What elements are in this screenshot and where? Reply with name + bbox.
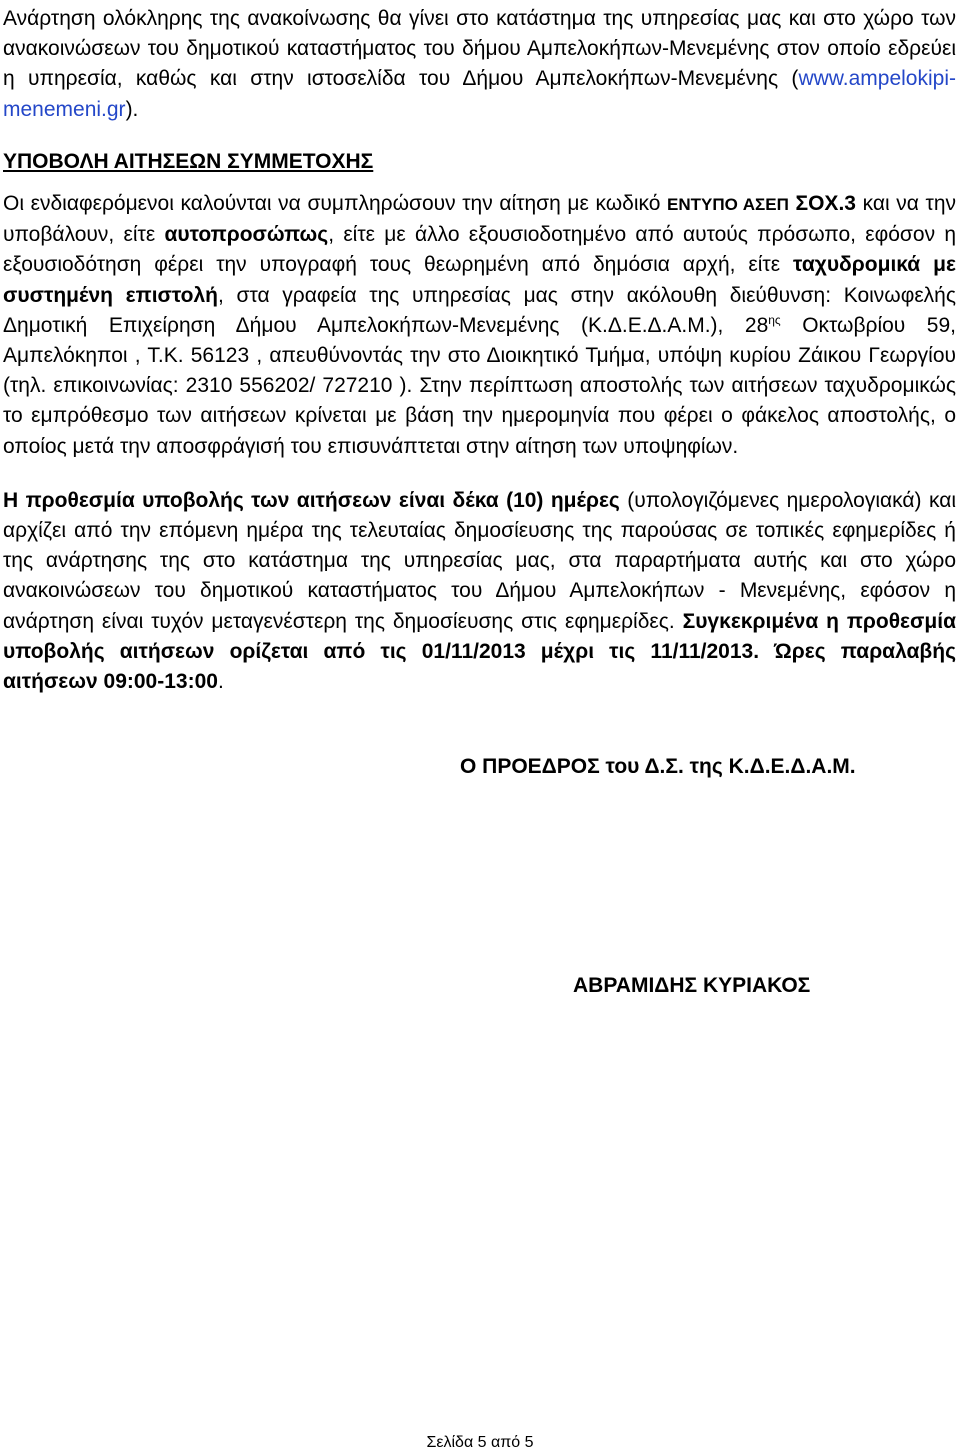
intro-text: Ανάρτηση ολόκληρης της ανακοίνωσης θα γίνει στο κατάστημα της υπηρεσίας μας και στο χώρο των ανακοινώσεων του δημοτικού καταστήματος του δήμου Αμπελοκήπων-Μενεμένης στον οποίο εδρεύει η υπηρεσία, καθώς και στην ιστοσελίδα του Δήμου Αμπελοκήπων-Μενεμένης (: [3, 7, 956, 91]
document-page: [3, 0, 956, 697]
intro-paragraph: [3, 4, 956, 125]
signer-name: ΑΒΡΑΜΙΔΗΣ ΚΥΡΙΑΚΟΣ: [573, 974, 811, 997]
in-person-emphasis: αυτοπροσώπως: [164, 223, 329, 247]
form-code: ΕΝΤΥΠΟ ΑΣΕΠ: [667, 195, 789, 215]
ordinal-superscript: ης: [768, 312, 781, 327]
deadline-paragraph: Η προθεσμία υποβολής των αιτήσεων είναι δέκα (10) ημέρες (υπολογιζόμενες ημερολογιακά) και αρχίζει από την επόμενη ημέρα της τελευταίας δημοσίευσης της παρούσας σε τοπικές εφημερίδες ή της ανάρτησης της στο κατάστημα της υπηρεσίας μας, στα παραρτήματα αυτής και στο χώρο ανακοινώσεων του δημοτικού καταστήματος του Δήμου Αμπελοκήπων - Μενεμένης, εφόσον η ανάρτηση είναι τυχόν μεταγενέστερη της δημοσίευσης στις εφημερίδες. Συγκεκριμένα η προθεσμία υποβολής αιτήσεων ορίζεται από τις 01/11/2013 μέχρι τις 11/11/2013. Ώρες παραλαβής αιτήσεων 09:00-13:00.: [3, 488, 956, 694]
website-link[interactable]: www.ampelokipi-menemeni.gr: [3, 67, 956, 121]
intro-text-end: ).: [125, 97, 139, 121]
deadline-emphasis: Η προθεσμία υποβολής των αιτήσεων είναι δέκα (10) ημέρες: [3, 488, 620, 512]
registered-mail-emphasis: ταχυδρομικά με συστημένη επιστολή: [3, 253, 956, 307]
signatory-block: [0, 752, 953, 782]
application-paragraph: Οι ενδιαφερόμενοι καλούνται να συμπληρώσουν την αίτηση με κωδικό ΕΝΤΥΠΟ ΑΣΕΠ ΣΟΧ.3 και να την υποβάλουν, είτε αυτοπροσώπως, είτε με άλλο εξουσιοδοτημένο από αυτούς πρόσωπο, εφόσον η εξουσιοδότηση φέρει την υπογραφή τους θεωρημένη από δημόσια αρχή, είτε ταχυδρομικά με συστημένη επιστολή, στα γραφεία της υπηρεσίας μας στην ακόλουθη διεύθυνση: Κοινωφελής Δημοτική Επιχείρηση Δήμου Αμπελοκήπων-Μενεμένης (Κ.Δ.Ε.Δ.Α.Μ.), $28^{\eta\varsigma}$ Οκτωβρίου 59, Αμπελόκηποι , Τ.Κ. 56123 , απευθύνοντάς την στο Διοικητικό Τμήμα, υπόψη κυρίου Ζάικου Γεωργίου (τηλ. επικοινωνίας: 2310 556202/ 727210 ). Στην περίπτωση αποστολής των αιτήσεων ταχυδρομικώς το εμπρόθεσμο των αιτήσεων κρίνεται με βάση την ημερομηνία που φέρει ο φάκελος αποστολής, ο οποίος μετά την αποσφράγισή του επισυνάπτεται στην αίτηση των υποψηφίων.: [3, 192, 957, 458]
form-code-number: ΣΟΧ.3: [795, 192, 856, 216]
page-footer: Σελίδα 5 από 5: [426, 1434, 534, 1451]
signatory-title: Ο ΠΡΟΕΔΡΟΣ του Δ.Σ. της Κ.Δ.Ε.Δ.Α.Μ.: [460, 755, 856, 778]
section-heading: ΥΠΟΒΟΛΗ ΑΙΤΗΣΕΩΝ ΣΥΜΜΕΤΟΧΗΣ: [3, 149, 374, 173]
deadline-dates-emphasis: Συγκεκριμένα η προθεσμία υποβολής αιτήσεων ορίζεται από τις 01/11/2013 μέχρι τις 11/11/2013. Ώρες παραλαβής αιτήσεων 09:00-13:00: [3, 609, 956, 694]
